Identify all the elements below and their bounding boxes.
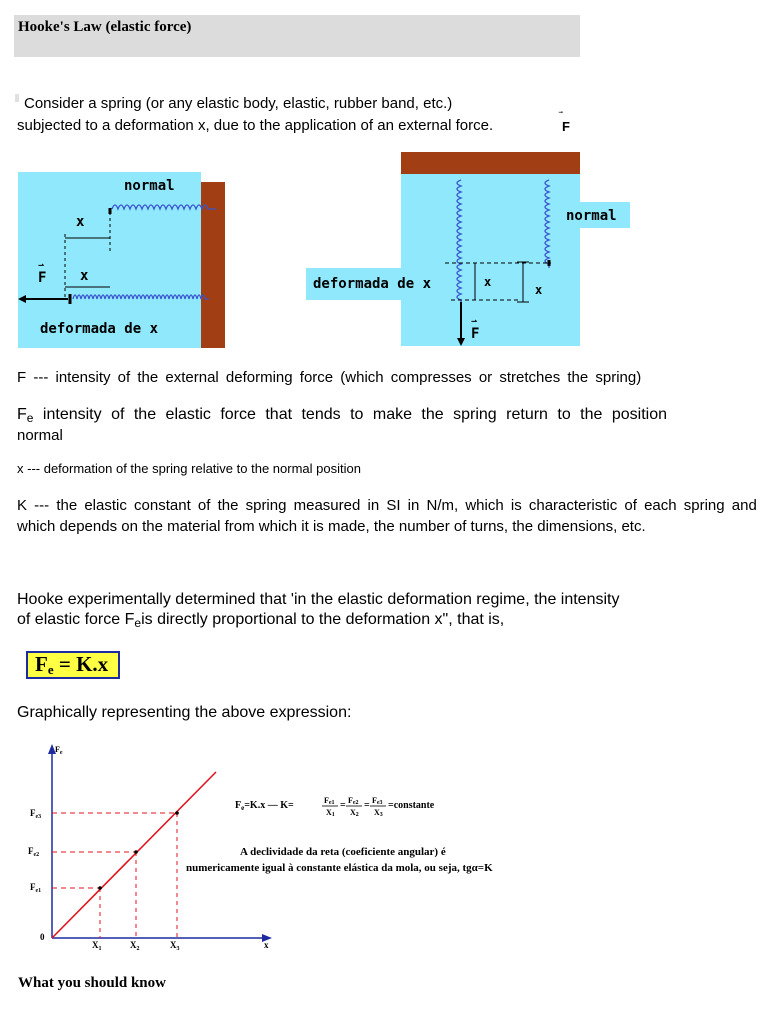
annotation-line-1: A declividade da reta (coeficiente angular) é	[240, 846, 446, 858]
hooke-line-1: Hooke experimentally determined that 'in the elastic deformation regime, the intensity	[17, 591, 620, 608]
series-line	[52, 772, 216, 938]
label-x-inner: x	[484, 275, 492, 289]
svg-text:Fe3: Fe3	[372, 796, 383, 806]
ytick-fe1: $F_{e1}$	[30, 882, 42, 894]
formula-text: $F_e = K.x$	[35, 652, 109, 677]
label-normal-vertical: normal	[566, 208, 617, 224]
intro-line-2: subjected to a deformation x, due to the application of an external force.	[17, 117, 494, 134]
data-point-3	[175, 811, 179, 815]
ytick-fe3: $F_{e3}$	[30, 808, 42, 820]
svg-text:=: =	[340, 800, 346, 811]
page-title: Hooke's Law (elastic force)	[18, 19, 192, 35]
annotation-line-2: numericamente igual à constante elástica da mola, ou seja, tgα=K	[186, 862, 493, 874]
data-point-1	[98, 886, 102, 890]
intro-line-1: Consider a spring (or any elastic body, elastic, rubber band, etc.)	[24, 95, 453, 112]
bullet-marker	[15, 94, 19, 102]
origin-label: 0	[40, 932, 45, 942]
label-deformed-vertical: deformada de x	[313, 276, 432, 292]
label-x-top: x	[76, 214, 85, 230]
svg-text:X3: X3	[374, 808, 383, 818]
definition-K-line-2: which depends on the material from which it is made, the number of turns, the dimensions, etc.	[17, 518, 646, 535]
label-force-horizontal: ⇀ F	[38, 260, 47, 286]
data-point-2	[134, 850, 138, 854]
svg-text:=constante: =constante	[388, 800, 435, 811]
annotation-formula	[235, 796, 435, 818]
ceiling	[401, 152, 580, 174]
graph-intro: Graphically representing the above expression:	[17, 704, 352, 721]
ytick-fe2: $F_{e2}$	[28, 846, 40, 858]
svg-text:X2: X2	[350, 808, 359, 818]
xtick-x3: $X_3$	[170, 940, 180, 952]
definition-K-line-1: K --- the elastic constant of the spring measured in SI in N/m, which is characteristic of each spring and	[17, 497, 757, 514]
label-x-outer: x	[535, 283, 543, 297]
svg-text:Fe2: Fe2	[348, 796, 359, 806]
svg-text:Fe=K.x — K=: $F_e=K.x$ — K=	[235, 800, 294, 812]
section-heading-what-you-should-know: What you should know	[18, 975, 166, 991]
definition-Fe-line-2: normal	[17, 427, 63, 444]
definition-x: x --- deformation of the spring relative to the normal position	[17, 461, 361, 476]
svg-text:Fe1: Fe1	[324, 796, 335, 806]
svg-text:X1: X1	[326, 808, 335, 818]
force-vector-symbol: F	[562, 119, 570, 134]
xtick-x2: $X_2$	[130, 940, 140, 952]
definition-F: F --- intensity of the external deforming force (which compresses or stretches the spring)	[17, 369, 642, 386]
svg-text:=: =	[364, 800, 370, 811]
vertical-spring-drawing	[401, 174, 580, 346]
hooke-line-2: of elastic force $F_eis$ directly proportional to the deformation x", that is,	[17, 611, 505, 630]
x-axis-label: x	[264, 940, 269, 950]
label-normal-horizontal: normal	[124, 178, 175, 194]
y-axis-label: $F_e$	[55, 745, 63, 756]
definition-Fe-line-1: $F_e$ intensity of the elastic force that tends to make the spring return to the position	[17, 406, 668, 425]
label-deformed-horizontal: deformada de x	[40, 321, 159, 337]
label-x-middle: x	[80, 268, 89, 284]
xtick-x1: $X_1$	[92, 940, 102, 952]
label-force-vertical: ⇀ F	[471, 316, 480, 342]
